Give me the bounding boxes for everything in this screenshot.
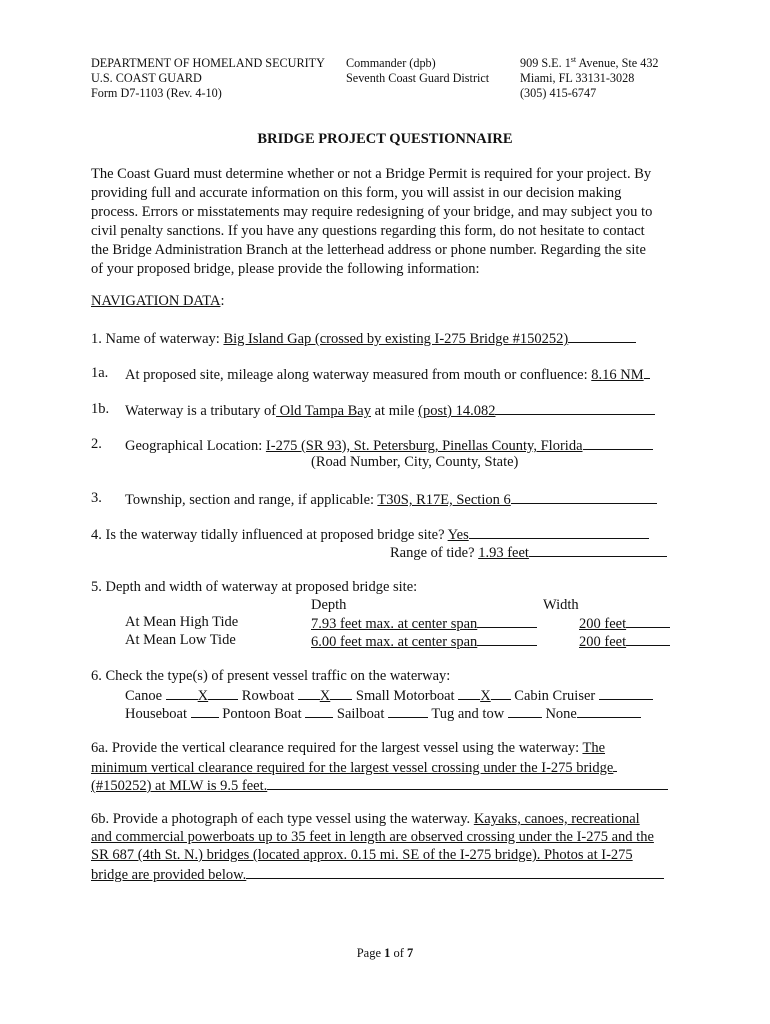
- question-2-number: 2.: [91, 436, 102, 452]
- agency-sub: U.S. COAST GUARD: [91, 71, 202, 85]
- canoe-checkbox[interactable]: X: [197, 688, 209, 704]
- question-6a-answer-line-3: (#150252) at MLW is 9.5 feet.: [91, 775, 668, 795]
- low-tide-depth: 6.00 feet max. at center span: [311, 631, 537, 651]
- cabin-cruiser-blank[interactable]: [599, 685, 653, 700]
- agency-block: [91, 56, 325, 101]
- commander-line: Commander (dpb): [346, 56, 436, 70]
- low-tide-label: At Mean Low Tide: [125, 632, 236, 648]
- question-6b-answer-line-2: and commercial powerboats up to 35 feet in length are observed crossing under the I-275 and the: [91, 829, 654, 845]
- question-3-number: 3.: [91, 490, 102, 506]
- range-of-tide: Range of tide? 1.93 feet: [390, 542, 667, 562]
- none-blank[interactable]: [577, 703, 641, 718]
- houseboat-blank[interactable]: [191, 703, 219, 718]
- pontoon-blank[interactable]: [305, 703, 333, 718]
- depth-header: Depth: [311, 597, 347, 613]
- township-answer[interactable]: T30S, R17E, Section 6: [377, 492, 511, 508]
- photos-answer[interactable]: Kayaks, canoes, recreational: [473, 811, 640, 827]
- vessel-types-row-1: Canoe X Rowboat X Small Motorboat X Cabin Cruiser: [125, 685, 653, 705]
- question-1a-number: 1a.: [91, 365, 109, 381]
- high-tide-label: At Mean High Tide: [125, 614, 239, 630]
- navigation-heading: NAVIGATION DATA:: [91, 293, 225, 309]
- low-tide-width: 200 feet: [579, 631, 670, 651]
- mile-post-answer[interactable]: (post) 14.082: [418, 403, 496, 419]
- high-tide-width: 200 feet: [579, 613, 670, 633]
- form-number: Form D7-1103 (Rev. 4-10): [91, 86, 222, 100]
- width-header: Width: [543, 597, 579, 613]
- question-6b-answer-line-3: SR 687 (4th St. N.) bridges (located approx. 0.15 mi. SE of the I-275 bridge). Photos at I-275: [91, 847, 633, 863]
- question-6a: 6a. Provide the vertical clearance required for the largest vessel using the waterway: The: [91, 740, 606, 756]
- sailboat-blank[interactable]: [388, 703, 428, 718]
- question-4: 4. Is the waterway tidally influenced at proposed bridge site? Yes: [91, 524, 649, 544]
- district-line: Seventh Coast Guard District: [346, 71, 490, 85]
- agency-name: DEPARTMENT OF HOMELAND SECURITY: [91, 56, 325, 70]
- waterway-name-answer[interactable]: Big Island Gap (crossed by existing I-275 Bridge #150252): [223, 331, 569, 347]
- question-6a-answer-line-2: minimum vertical clearance required for the largest vessel crossing under the I-275 bridge: [91, 757, 617, 777]
- intro-line: civil penalty sanctions. If you have any questions regarding this form, do not hesitate to contact: [91, 223, 645, 239]
- question-5: 5. Depth and width of waterway at proposed bridge site:: [91, 579, 418, 595]
- question-2: Geographical Location: I-275 (SR 93), St. Petersburg, Pinellas County, Florida: [125, 435, 653, 455]
- location-answer[interactable]: I-275 (SR 93), St. Petersburg, Pinellas County, Florida: [265, 438, 583, 454]
- tidal-answer[interactable]: Yes: [447, 527, 469, 543]
- high-tide-depth: 7.93 feet max. at center span: [311, 613, 537, 633]
- mileage-answer[interactable]: 8.16 NM: [591, 367, 644, 383]
- question-1: 1. Name of waterway: Big Island Gap (crossed by existing I-275 Bridge #150252): [91, 328, 636, 348]
- tributary-answer[interactable]: Old Tampa Bay: [276, 403, 371, 419]
- question-6b-answer-line-4: bridge are provided below.: [91, 864, 664, 884]
- page-number: Page 1 of 7: [356, 946, 414, 960]
- intro-line: providing full and accurate information on this form, you will assist in our decision making: [91, 185, 622, 201]
- intro-line: of your proposed bridge, please provide the following information:: [91, 261, 480, 277]
- question-1a: At proposed site, mileage along waterway measured from mouth or confluence: 8.16 NM: [125, 364, 650, 384]
- intro-paragraph: [91, 165, 691, 279]
- intro-line: the Bridge Administration Branch at the letterhead address or phone number. Regarding the site: [91, 242, 646, 258]
- location-hint: (Road Number, City, County, State): [311, 454, 519, 470]
- district-block: [346, 56, 489, 86]
- question-6b: 6b. Provide a photograph of each type vessel using the waterway. Kayaks, canoes, recreational: [91, 811, 640, 827]
- intro-line: The Coast Guard must determine whether or not a Bridge Permit is required for your project. By: [91, 166, 652, 182]
- question-1b-number: 1b.: [91, 401, 110, 417]
- tide-range-answer[interactable]: 1.93 feet: [478, 545, 529, 561]
- phone-line: (305) 415-6747: [520, 86, 597, 100]
- vessel-types-row-2: Houseboat Pontoon Boat Sailboat Tug and tow None: [125, 703, 641, 723]
- tug-blank[interactable]: [508, 703, 542, 718]
- rowboat-checkbox[interactable]: X: [319, 688, 331, 704]
- question-1b: Waterway is a tributary of Old Tampa Bay at mile (post) 14.082: [125, 400, 655, 420]
- form-title: BRIDGE PROJECT QUESTIONNAIRE: [257, 131, 513, 147]
- clearance-answer[interactable]: The: [582, 740, 606, 756]
- motorboat-checkbox[interactable]: X: [480, 688, 491, 704]
- question-3: Township, section and range, if applicable: T30S, R17E, Section 6: [125, 489, 657, 509]
- address-line-1: 909 S.E. 1st Avenue, Ste 432: [520, 54, 659, 70]
- question-6: 6. Check the type(s) of present vessel traffic on the waterway:: [91, 668, 451, 684]
- intro-line: process. Errors or misstatements may require redesigning of your bridge, and may subject you to: [91, 204, 653, 220]
- address-line-2: Miami, FL 33131-3028: [520, 71, 635, 85]
- address-block: [520, 56, 659, 101]
